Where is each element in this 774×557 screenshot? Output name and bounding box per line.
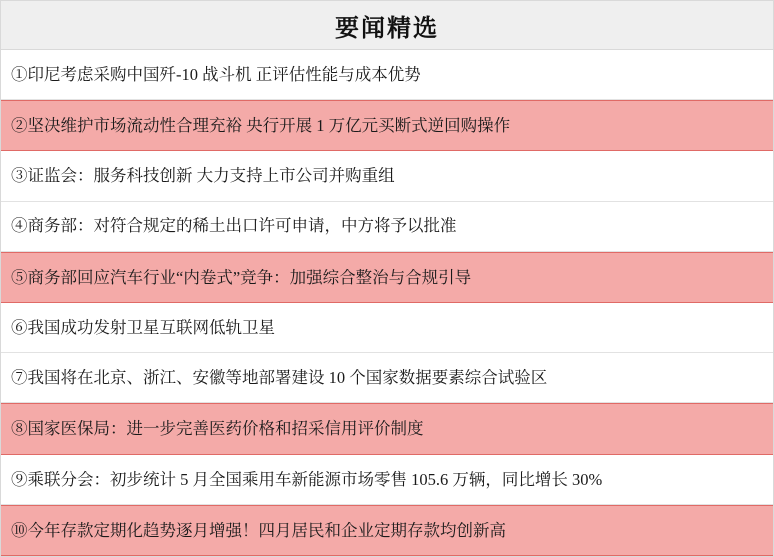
news-headline: ②坚决维护市场流动性合理充裕 央行开展 1 万亿元买断式逆回购操作 xyxy=(11,116,511,136)
list-item[interactable] xyxy=(1,100,773,151)
list-item[interactable] xyxy=(1,50,773,100)
news-headline: ⑥我国成功发射卫星互联网低轨卫星 xyxy=(11,317,275,337)
news-headline: ⑤商务部回应汽车行业“内卷式”竞争：加强综合整治与合规引导 xyxy=(11,267,472,287)
news-headline: ④商务部：对符合规定的稀土出口许可申请，中方将予以批准 xyxy=(11,216,457,236)
news-headline: ③证监会：服务科技创新 大力支持上市公司并购重组 xyxy=(11,166,395,186)
list-item[interactable] xyxy=(1,252,773,303)
list-item[interactable] xyxy=(1,151,773,201)
list-item[interactable] xyxy=(1,303,773,353)
news-headline: ⑨乘联分会：初步统计 5 月全国乘用车新能源市场零售 105.6 万辆，同比增长 30% xyxy=(11,469,603,489)
list-item[interactable] xyxy=(1,202,773,252)
panel-header xyxy=(1,1,773,50)
page-title: 要闻精选 xyxy=(335,15,439,42)
list-item[interactable] xyxy=(1,455,773,505)
list-item[interactable] xyxy=(1,403,773,454)
news-headline: ⑩今年存款定期化趋势逐月增强！四月居民和企业定期存款均创新高 xyxy=(11,520,506,540)
news-headline: ⑧国家医保局：进一步完善医药价格和招采信用评价制度 xyxy=(11,419,424,439)
news-list xyxy=(1,50,773,556)
list-item[interactable] xyxy=(1,505,773,556)
news-headline: ⑦我国将在北京、浙江、安徽等地部署建设 10 个国家数据要素综合试验区 xyxy=(11,368,548,388)
news-headline: ①印尼考虑采购中国歼-10 战斗机 正评估性能与成本优势 xyxy=(11,64,421,84)
list-item[interactable] xyxy=(1,353,773,403)
